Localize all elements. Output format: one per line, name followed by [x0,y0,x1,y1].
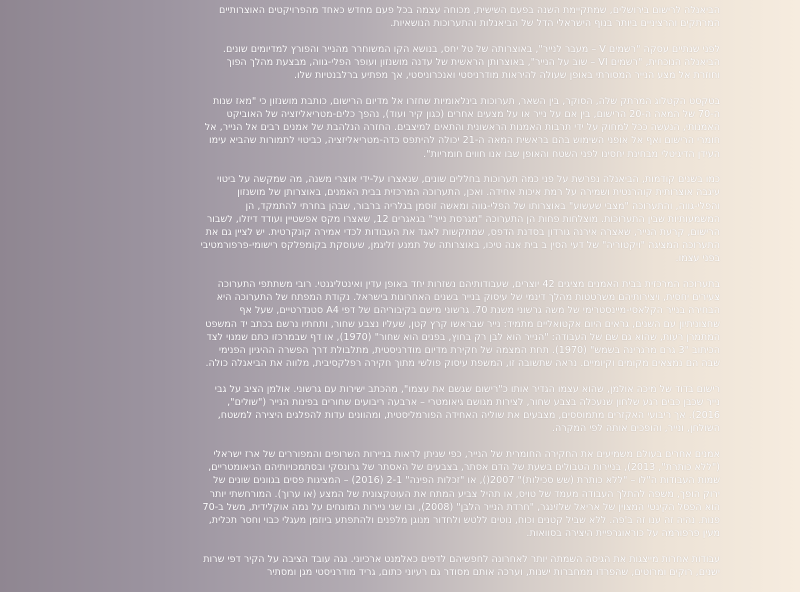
paragraph-1: הביאנלה לרישום בירושלים, שמתקיימת השנה בפעם השישית, מכוחה עצמה בכל פעם מחדש כאחד מהפרויקטים האוצרותיים המרתקים והרציניים ביותר בנוף הישראלי הדל של הביאנלות והתערוכות הנושאיות. [218,5,720,30]
paragraph-6: רישום בדוד של מיכה אולמן, שהוא עצמו הגדיר אותו כ"רישום שגשם את עצמו", מהכתב ישירות עם גרשוני. אולמן הציב על גבי נייר שכבן כבים רגע שלחון שנעכלה בצבע שחור, לצירות מגושם גיאומטרי – ארבעה ריבועים שחורים בפינות הנייר ("שולים", 2016). אך ריבועי האקזרים מתמוססים, מצבעים את שוליה האחידה הפורמליסטית, ומהוונים עדות להפלגים היצירה למשטח, השולחן, ונייר, והופכים אותה לפי המקרה. [214,383,720,435]
paragraph-5: בתערוכה המרכזית בבית האמנים מציגים 42 יוצרים, שעבודותיהם נשזרות יחד באופן עדין ואינטליגנטי. רובי משתתפי התערוכה צעירים יחסית, ויצירותיהם משרטטות מהלך דינמי של עיסוק בנייר בשנים האחרונות בישראל. נקודת המפתח של התערוכה היא הבחירה בנייר הקלאסי-מיינסטרימי של משה גרשוני משנת 70. גרשוני מישם בקיבוריהם של דפי A4 סטנדרטיים, שעל אף שחצוניתיון עם השנים, גראים היום אקטואליים מתמיד: נייר שבראשו קרץ קטן, שעליו נצבע שחור, ותחתיו נרשם בכתב יד המשפט המתמרן רעות, שהוא גם שם של העבודה: "הנייר הוא לבן רק בחוץ, בפנים הוא שחור" (1970), או דף שבמרכזו כתם שמנוי לצד הכיתוב "3 גרם מרגרינה בשמש" (1970). תחת המצמה של חקירת מדיום מודרניסטית, מתלבולת דרך הפשרה ההיגיון הפנימי שבה הם נמצאים מקומים וקיומיים. נראה שתשובה זו, המשפת עיסוק פולשי מתוך חקירה רפלקסיבית, מלווה את הביאנלה כולה. [205,279,720,370]
paragraph-8: עבודות אחרות מייצגות את הגיסה השמתה יותר לאחרונה לחפשיהם לדפים כאלמנט ארכיוני. נגה עובד הציבה על הקיר דפי שרות ישנים, רוקים ומרוטים, שהפרדו ממחברות ישנות, וערכה אותם מסודר גם רעיוני כתום, גריד מודרניסטי מגן ומסתיר [203,553,720,579]
paragraph-7: אמנים אחרים בעולם משמיעים את החקירה החומרית של הנייר, כפי שניתן לראות בניירות השרופים והמפוררים של ארז ישראלי ("ללא כותרת", 2013), בניירות הטבולים בשעת של הדם אסתר, בצבעים של האסתר של גרונסקי ובסתמכויותיהם הגיאומטריים, שמות העבודות ה"לו – "ללא כותרת (שש סכילות)" 2007(), או "זכלות הפינה" 2-1 (2016) – המציגות פסים בגוונים שונים של ירוק הופך, משפה להתלך העבודה מעמד של טויס, או תהיל צביע המתח את העוטקצונית של המצע (או ערוך). המורחשתי יותר הוא הפסל הקינטי המצוין של אריאל שלזינגר, "חרדת הנייר הלבן" (2008), ובו שני ניירות המונחים על נמה אוקלידית, משל ב-70 פנות. נהיה זה ענו זה ב'פה. ללא שביל קטנים וכוח, נוטים ללטש ולחדור מנוגן מלפנים ולהתפתע ביוזמן מעגלי כבוי וחסר תכלית, מעין פרפורמה על כוראוגרפיית היצירה בסוואות. [202,449,720,540]
article-body [200,4,720,592]
paragraph-2: לפני שנתיים עסקה "רשמים V – מעבר לנייר", באוצרותה של טל יחס, בנושא הקו המשוחרר מהנייר והפורץ למדיומים שונים. הביאנלה הנוכחית, "רשמים VI – שוב על הנייר", באוצרותן הראשית של עדנה מושנזון ועופר הפלי-גווה, מבצעת מהלך הפוך וחוזרת אל מצע הנייר המסורתי באופן שעולה להיראות מודרניסטי ואנכרוניסטי, אך מפתיע ברלבנטיות שלו. [222,43,720,82]
paragraph-3: בטקסט הקטלוג המרתק שלה, הסוקר, בין השאר, תערוכות בינלאומיות שחזרו אל מדיום הרישום, כותבת מושנזון כי "מאז שנות ה-70 של המאה ה-20 הרישום, בין אם על נייר או על מצעים אחרים (כגון קיר ועוד), נהפך כלים-מטריאליזציה של האוביקט האמנותי, הנעשה ככל למחוק על ידי תרבות האמנות הראשונית והתאים למיצבים. החזרה הנלהבת של אמנים רבים אל הנייר, אל חומרי הרישום ואף אל אופני השימוש בהם בראשית המאה ה-21 יכולה להיתפס כדה-מטריאליזציה, כביטוי לתמורות שהביא עימו העידן הדיגיטלי מבחינת יחסינו לפני השטח והאופן שבו אנו חווים חומריות". [204,95,720,160]
paragraph-4: כמו בשנים קודמות, הביאנלה נפרשת על פני כמה תערוכות בחללים שונים, שנאצרו על-ידי אוצרי משנה, מה שמקשה על ביטוי עיגבה אוצרותית קוהרנטית ושמירה על רמת איכות אחידה. ואכן, התערוכה המרכזית בבית האמנים, באוצרותן של מושנזון והפלי-גווה, והתערוכה "מצבי שעשוע" באוצרותו של הפלי-גווה ומאשה זוסמן בגלריה ברבור, שבהן בחרתי להתמקד, הן המשמעותיות שבין התערוכות. מוצלחות פחות הן התערוכה "מגרסת נייר" בגאגרים 12, שאצרו מקס אפשטיין ועודד דיזלו, לשבור הרישום, קרעת הנייר, שאצרה אירנה גורדון בסדנת הדפס, שמתקשות לאגד את העבודות לכדי אמירה קונקרטית. יש לציין גם את התערוכה המציגה "ויקטוריה" של דעי הסין ב בית אנה טיכו, באוצרותה של תמנע זליגמן, שעוסקת בקומפלקס רישומי-פרפורמטיבי בפני עצמו. [200,174,720,265]
